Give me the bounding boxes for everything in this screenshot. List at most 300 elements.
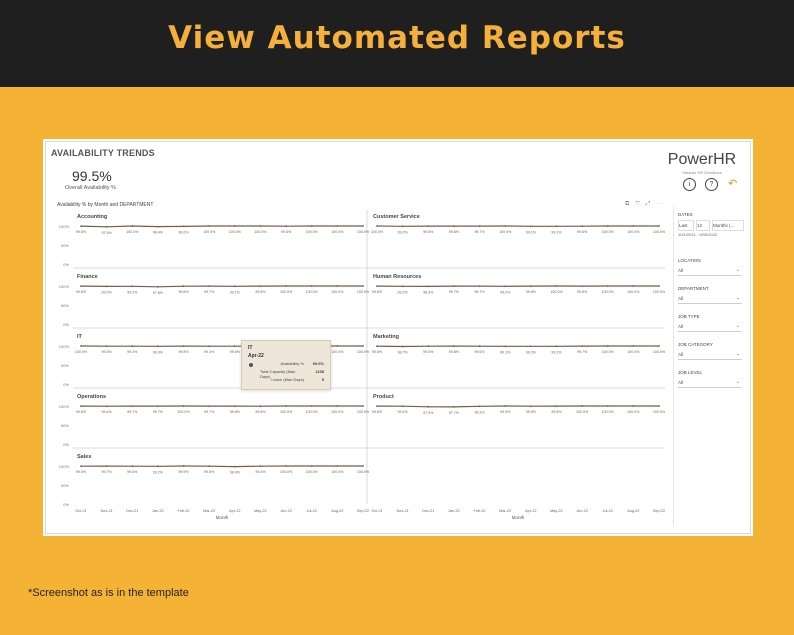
data-point <box>633 405 635 407</box>
data-label: 99.7% <box>474 230 485 235</box>
data-point <box>337 285 339 287</box>
dates-mode-b[interactable]: 12 <box>696 220 710 231</box>
y-tick-label: 50% <box>60 423 69 428</box>
data-label: 99.5% <box>423 350 434 355</box>
dates-mode-a[interactable]: Last <box>678 220 694 231</box>
data-label: 99.8% <box>371 290 383 295</box>
data-label: 99.3% <box>474 410 485 415</box>
data-point <box>607 345 609 347</box>
small-multiples-chart <box>51 208 671 528</box>
data-label: 98.9% <box>423 290 434 295</box>
data-point <box>530 225 532 227</box>
data-label: 99.9% <box>178 470 189 475</box>
x-tick-label: Jul-22 <box>602 509 613 513</box>
department-label: DEPARTMENT <box>678 286 709 291</box>
x-tick-label: Mar-22 <box>499 509 512 513</box>
data-label: 100.0% <box>279 470 293 474</box>
x-tick-label: Apr-22 <box>229 509 241 513</box>
panel-label-sales: Sales <box>77 454 92 460</box>
data-point <box>208 405 210 407</box>
data-point <box>80 225 82 227</box>
data-label: 100.0% <box>305 230 318 234</box>
data-label: 99.1% <box>500 350 511 355</box>
data-label: 100.0% <box>601 230 614 234</box>
panel-label-it: IT <box>77 334 82 340</box>
data-point <box>80 285 82 287</box>
data-label: 100.0% <box>331 290 344 294</box>
data-point <box>427 286 429 288</box>
data-label: 99.7% <box>204 410 215 415</box>
data-point <box>285 465 287 467</box>
data-point <box>530 285 532 287</box>
data-label: 100.0% <box>126 230 139 234</box>
data-label: 100.0% <box>74 350 88 354</box>
data-point <box>581 345 583 347</box>
data-label: 100.0% <box>356 230 370 234</box>
y-tick-label: 100% <box>58 224 69 229</box>
data-point <box>362 225 364 227</box>
data-label: 97.7% <box>448 410 460 415</box>
x-tick-label: Oct-21 <box>371 509 383 513</box>
data-point <box>183 226 185 228</box>
data-point <box>183 465 185 467</box>
data-label: 97.9% <box>101 230 112 235</box>
brand-block <box>662 151 742 175</box>
data-label: 99.6% <box>474 350 485 355</box>
data-label: 99.2% <box>127 290 138 295</box>
data-point <box>658 405 660 407</box>
x-tick-label: Feb-22 <box>473 509 486 513</box>
data-point <box>106 286 108 288</box>
data-point <box>607 285 609 287</box>
data-label: 100.0% <box>499 230 512 234</box>
data-label: 98.4% <box>229 470 240 475</box>
data-point <box>157 465 159 467</box>
data-label: 99.3% <box>525 350 536 355</box>
data-label: 99.8% <box>423 230 434 235</box>
top-banner <box>0 0 794 87</box>
data-point <box>376 225 378 227</box>
job-type-label: JOB TYPE <box>678 314 700 319</box>
panel-label-marketing: Marketing <box>373 334 399 340</box>
data-point <box>131 405 133 407</box>
panel-label-finance: Finance <box>77 274 98 280</box>
data-point <box>157 345 159 347</box>
chevron-down-icon: ⌄ <box>735 379 740 385</box>
panel-label-human-resources: Human Resources <box>373 274 422 280</box>
y-tick-label: 100% <box>58 404 69 409</box>
data-label: 100.0% <box>370 230 384 234</box>
dates-mode-c[interactable]: Months (... <box>712 220 744 231</box>
y-tick-label: 100% <box>58 464 69 469</box>
data-point <box>376 405 378 407</box>
data-label: 100.0% <box>601 350 614 354</box>
data-label: 99.8% <box>448 230 460 235</box>
data-point <box>311 405 313 407</box>
data-point <box>427 225 429 227</box>
data-label: 100.0% <box>601 290 614 294</box>
data-point <box>376 345 378 347</box>
x-tick-label: Aug-22 <box>331 509 344 513</box>
data-point <box>633 345 635 347</box>
data-point <box>479 285 481 287</box>
data-point <box>260 225 262 227</box>
data-point <box>376 285 378 287</box>
y-tick-label: 100% <box>58 284 69 289</box>
data-label: 99.5% <box>101 350 112 355</box>
data-point <box>285 225 287 227</box>
y-tick-label: 0% <box>63 502 69 507</box>
data-point <box>453 345 455 347</box>
data-label: 99.8% <box>178 350 189 355</box>
data-point <box>208 465 210 467</box>
x-tick-label: Sep-22 <box>356 509 370 513</box>
data-point <box>157 405 159 407</box>
data-point <box>183 345 185 347</box>
location-label: LOCATION <box>678 258 701 263</box>
data-point <box>106 226 108 228</box>
job-level-label: JOB LEVEL <box>678 370 703 375</box>
data-label: 100.0% <box>627 290 640 294</box>
data-label: 100.0% <box>575 410 589 414</box>
data-point <box>504 405 506 407</box>
x-tick-label: Jun-22 <box>280 509 292 513</box>
data-point <box>234 466 236 468</box>
data-label: 99.7% <box>152 410 164 415</box>
data-point <box>106 465 108 467</box>
data-point <box>131 285 133 287</box>
x-tick-label: Sep-22 <box>652 509 666 513</box>
data-point <box>183 285 185 287</box>
data-point <box>131 225 133 227</box>
tooltip-dept: IT <box>248 345 253 351</box>
chevron-down-icon: ⌄ <box>735 267 740 273</box>
y-tick-label: 50% <box>60 243 69 248</box>
data-point <box>530 405 532 407</box>
data-point <box>556 225 558 227</box>
data-point <box>337 405 339 407</box>
data-label: 99.4% <box>397 410 408 415</box>
data-point <box>402 225 404 227</box>
brand-logo: PowerHR <box>667 151 737 168</box>
data-point <box>504 285 506 287</box>
data-label: 99.6% <box>127 470 138 475</box>
data-point <box>208 225 210 227</box>
data-label: 99.2% <box>500 290 511 295</box>
data-label: 100.0% <box>652 410 666 414</box>
chevron-down-icon: ⌄ <box>735 323 740 329</box>
data-point <box>311 225 313 227</box>
panel-label-product: Product <box>373 394 394 400</box>
data-label: 100.0% <box>652 230 666 234</box>
series-line <box>81 286 363 287</box>
data-label: 99.5% <box>280 230 292 235</box>
job-category-select[interactable]: All ⌄ <box>678 350 742 360</box>
data-label: 99.8% <box>525 290 536 295</box>
x-tick-label: May-22 <box>254 509 267 513</box>
data-point <box>80 405 82 407</box>
series-line <box>81 466 363 467</box>
panel-label-operations: Operations <box>77 394 107 400</box>
y-tick-label: 0% <box>63 442 69 447</box>
data-point <box>504 345 506 347</box>
data-point <box>402 285 404 287</box>
data-label: 97.9% <box>423 410 434 415</box>
data-point <box>234 345 236 347</box>
data-label: 100.0% <box>652 350 666 354</box>
data-label: 100.0% <box>627 230 640 234</box>
data-label: 99.2% <box>152 470 164 475</box>
data-label: 99.8% <box>229 410 240 415</box>
data-label: 99.8% <box>551 410 562 415</box>
y-tick-label: 0% <box>63 382 69 387</box>
data-label: 99.7% <box>127 410 138 415</box>
data-point <box>157 226 159 228</box>
visual-toolbar-icons[interactable]: ⧉ ▽ ⤢ ⋯ <box>625 201 665 207</box>
data-point <box>157 286 159 288</box>
data-point <box>633 225 635 227</box>
data-label: 99.0% <box>101 290 112 295</box>
data-label: 99.2% <box>397 230 408 235</box>
data-label: 99.3% <box>152 350 164 355</box>
data-point <box>504 225 506 227</box>
x-axis-title: Month <box>215 515 229 520</box>
data-label: 99.8% <box>255 290 266 295</box>
chart-tooltip: IT Apr-22 Availability % 99.6% Total Capacity (Man Days) 1158 Leave (Man Days) 5 <box>241 340 331 390</box>
data-label: 99.9% <box>500 410 511 415</box>
banner-title: View Automated Reports <box>168 20 626 56</box>
data-point <box>285 405 287 407</box>
y-tick-label: 0% <box>63 322 69 327</box>
data-point <box>453 285 455 287</box>
data-label: 99.5% <box>75 470 87 475</box>
footnote: *Screenshot as is in the template <box>28 587 189 599</box>
data-label: 100.0% <box>177 410 190 414</box>
data-label: 100.0% <box>305 290 318 294</box>
kpi-label: Overall Availability % <box>65 185 116 191</box>
data-label: 100.0% <box>627 410 640 414</box>
y-tick-label: 100% <box>58 344 69 349</box>
data-point <box>402 346 404 348</box>
data-label: 100.0% <box>652 290 666 294</box>
data-point <box>234 405 236 407</box>
data-point <box>131 345 133 347</box>
data-point <box>402 405 404 407</box>
info-icon[interactable]: i <box>683 178 696 191</box>
data-point <box>131 465 133 467</box>
data-point <box>658 345 660 347</box>
data-label: 100.0% <box>203 230 216 234</box>
back-icon[interactable]: ↶ <box>728 178 738 190</box>
y-tick-label: 50% <box>60 363 69 368</box>
data-label: 99.1% <box>525 230 536 235</box>
data-label: 98.4% <box>152 230 164 235</box>
x-tick-label: Jul-22 <box>306 509 317 513</box>
y-tick-label: 50% <box>60 303 69 308</box>
y-tick-label: 0% <box>63 262 69 267</box>
data-label: 100.0% <box>331 230 344 234</box>
job-category-label: JOB CATEGORY <box>678 342 713 347</box>
x-axis-title: Month <box>511 515 525 520</box>
data-label: 99.7% <box>101 470 112 475</box>
data-label: 99.1% <box>229 290 240 295</box>
data-point <box>260 285 262 287</box>
x-tick-label: Nov-21 <box>396 509 409 513</box>
help-icon[interactable]: ? <box>705 178 718 191</box>
data-point <box>427 345 429 347</box>
data-label: 99.0% <box>178 230 189 235</box>
data-label: 99.8% <box>75 290 87 295</box>
series-line <box>377 346 659 347</box>
data-label: 99.6% <box>576 230 588 235</box>
x-tick-label: Oct-21 <box>75 509 87 513</box>
data-label: 99.1% <box>551 230 562 235</box>
job-type-select[interactable]: All ⌄ <box>678 322 742 332</box>
data-label: 100.0% <box>305 470 318 474</box>
data-label: 100.0% <box>331 350 344 354</box>
data-label: 97.8% <box>152 290 164 295</box>
data-point <box>658 225 660 227</box>
data-point <box>106 345 108 347</box>
data-point <box>362 465 364 467</box>
data-point <box>183 405 185 407</box>
data-label: 100.0% <box>305 410 318 414</box>
dashboard-screenshot <box>45 141 751 534</box>
data-label: 99.8% <box>448 350 460 355</box>
data-point <box>581 405 583 407</box>
data-point <box>311 465 313 467</box>
data-point <box>234 225 236 227</box>
x-tick-label: Nov-21 <box>100 509 113 513</box>
data-point <box>362 285 364 287</box>
series-line <box>377 406 659 407</box>
data-point <box>427 406 429 408</box>
data-point <box>479 225 481 227</box>
data-point <box>479 405 481 407</box>
data-label: 100.0% <box>331 470 344 474</box>
data-label: 99.7% <box>576 350 588 355</box>
data-label: 99.6% <box>204 470 215 475</box>
data-point <box>80 465 82 467</box>
data-label: 100.0% <box>356 470 370 474</box>
series-line <box>81 226 363 227</box>
panel-label-customer-service: Customer Service <box>373 214 420 220</box>
x-tick-label: Apr-22 <box>525 509 537 513</box>
data-point <box>260 405 262 407</box>
data-label: 100.0% <box>279 290 293 294</box>
data-label: 99.7% <box>474 290 485 295</box>
data-label: 100.0% <box>601 410 614 414</box>
data-point <box>337 225 339 227</box>
x-tick-label: Dec-21 <box>422 509 435 513</box>
data-label: 99.8% <box>75 230 87 235</box>
data-label: 100.0% <box>627 350 640 354</box>
x-tick-label: Aug-22 <box>627 509 640 513</box>
chevron-down-icon: ⌄ <box>735 295 740 301</box>
data-point <box>607 225 609 227</box>
data-label: 99.5% <box>525 410 536 415</box>
dates-range: 10/1/2021 - 9/30/2022 <box>678 232 718 237</box>
data-point <box>208 285 210 287</box>
panel-title: Availability % by Month and DEPARTMENT <box>57 202 154 208</box>
data-point <box>362 345 364 347</box>
data-label: 99.7% <box>204 290 215 295</box>
data-point <box>311 285 313 287</box>
data-label: 100.0% <box>254 230 267 234</box>
y-tick-label: 50% <box>60 483 69 488</box>
data-point <box>479 345 481 347</box>
data-label: 100.0% <box>356 350 370 354</box>
data-point <box>530 345 532 347</box>
panel-label-accounting: Accounting <box>77 214 108 220</box>
data-label: 99.8% <box>371 410 383 415</box>
data-label: 99.6% <box>255 410 266 415</box>
dashboard-title: AVAILABILITY TRENDS <box>51 148 155 158</box>
location-select[interactable]: All ⌄ <box>678 266 742 276</box>
x-tick-label: Mar-22 <box>203 509 216 513</box>
data-label: 99.8% <box>576 290 588 295</box>
data-label: 100.0% <box>331 410 344 414</box>
data-point <box>581 225 583 227</box>
data-point <box>607 405 609 407</box>
data-point <box>80 345 82 347</box>
chevron-down-icon: ⌄ <box>735 351 740 357</box>
data-label: 100.0% <box>550 290 563 294</box>
data-point <box>208 345 210 347</box>
data-label: 99.4% <box>204 350 215 355</box>
tooltip-series-dot <box>249 363 253 367</box>
x-tick-label: Jun-22 <box>576 509 588 513</box>
data-point <box>453 406 455 408</box>
data-label: 100.0% <box>356 290 370 294</box>
chart-svg <box>51 208 671 528</box>
data-label: 99.4% <box>101 410 112 415</box>
data-point <box>581 285 583 287</box>
data-point <box>260 465 262 467</box>
data-point <box>658 285 660 287</box>
data-label: 99.8% <box>75 410 87 415</box>
job-level-select[interactable]: All ⌄ <box>678 378 742 388</box>
data-point <box>633 285 635 287</box>
department-select[interactable]: All ⌄ <box>678 294 742 304</box>
data-label: 99.4% <box>255 470 266 475</box>
data-point <box>106 405 108 407</box>
data-label: 99.2% <box>397 290 408 295</box>
data-point <box>556 285 558 287</box>
brand-tagline: Smarter HR Decisions <box>682 170 722 175</box>
data-point <box>337 345 339 347</box>
kpi-value: 99.5% <box>72 168 112 184</box>
data-point <box>453 225 455 227</box>
data-point <box>556 345 558 347</box>
data-point <box>337 465 339 467</box>
dates-label: DATES <box>678 212 693 217</box>
data-label: 100.0% <box>228 230 241 234</box>
data-label: 99.2% <box>551 350 562 355</box>
x-tick-label: Feb-22 <box>177 509 190 513</box>
data-point <box>556 405 558 407</box>
x-tick-label: May-22 <box>550 509 563 513</box>
data-label: 99.4% <box>127 350 138 355</box>
data-label: 99.6% <box>229 350 240 355</box>
filter-pane <box>673 206 746 526</box>
data-label: 99.7% <box>448 290 460 295</box>
data-point <box>362 405 364 407</box>
x-tick-label: Jan-22 <box>152 509 164 513</box>
data-label: 100.0% <box>356 410 370 414</box>
data-point <box>234 285 236 287</box>
data-label: 98.7% <box>397 350 408 355</box>
